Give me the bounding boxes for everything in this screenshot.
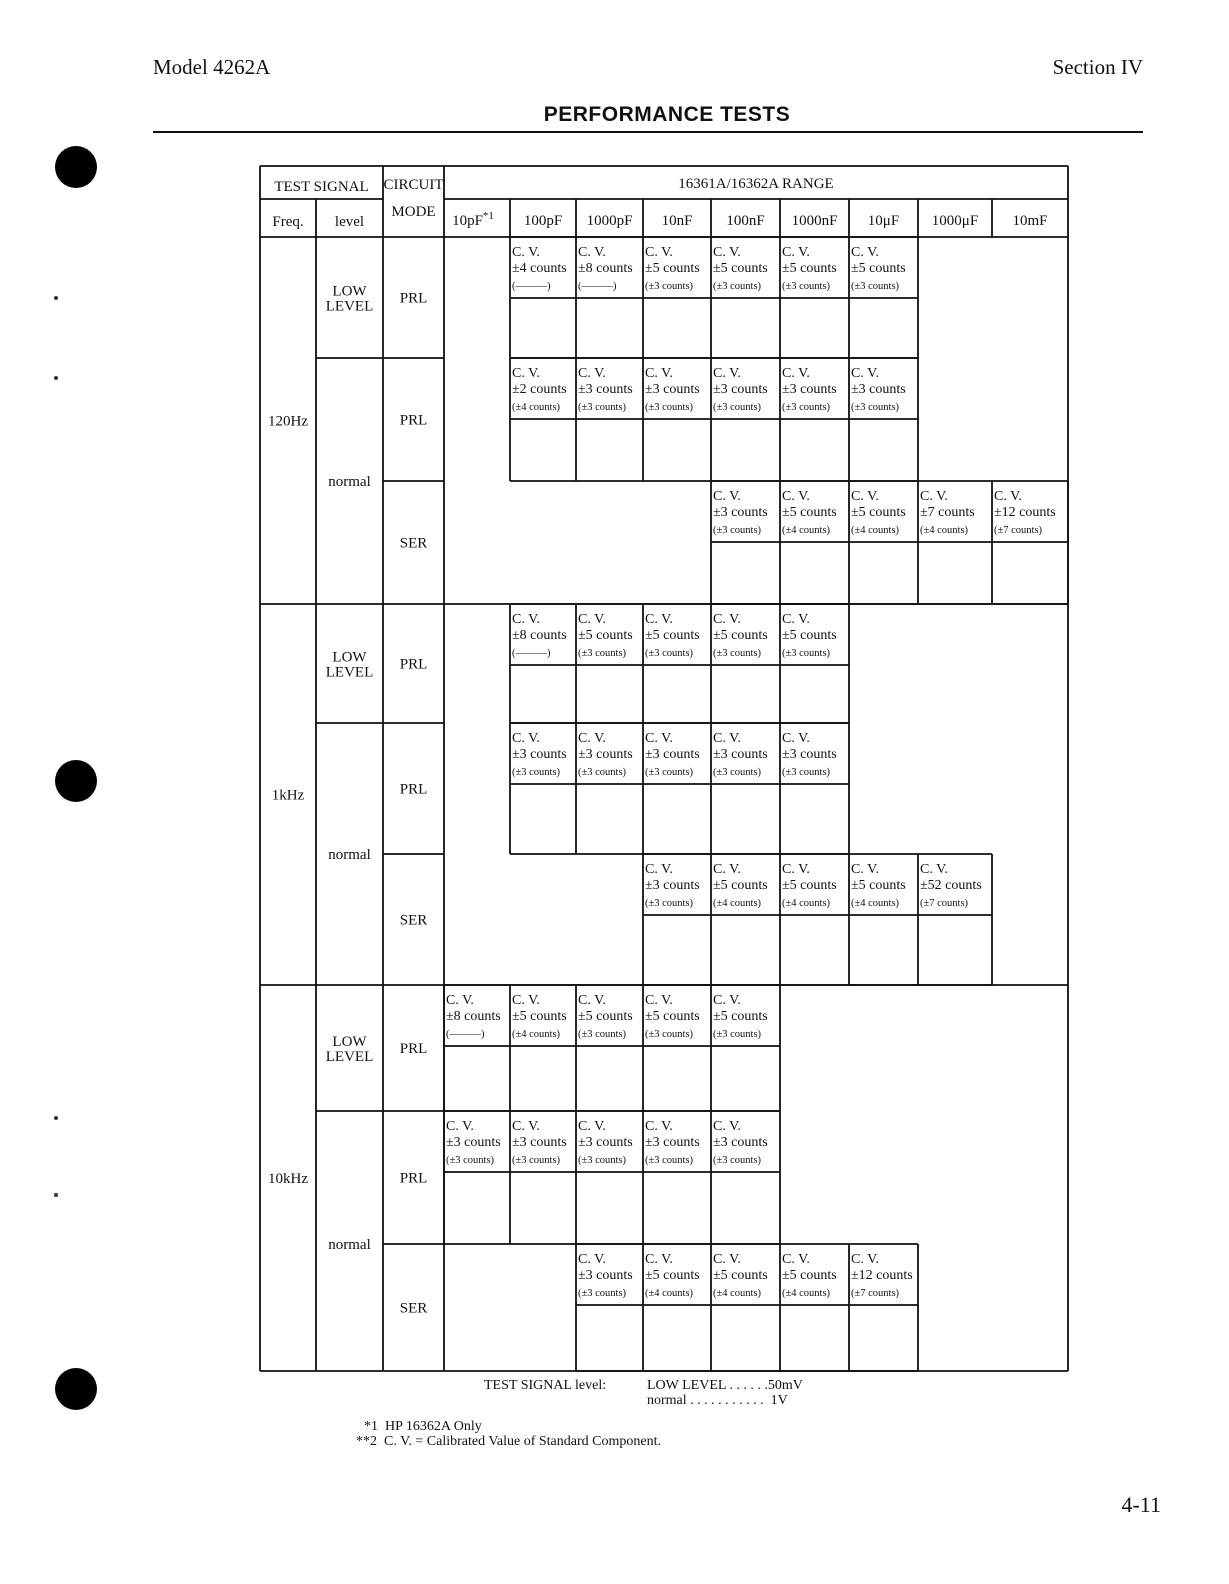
cv-label: C. V. bbox=[851, 1252, 879, 1267]
secondary-tolerance: (±3 counts) bbox=[578, 648, 627, 659]
freq-label-1kHz: 1kHz bbox=[271, 787, 305, 804]
cv-label: C. V. bbox=[645, 1119, 673, 1134]
level-low-label: LEVEL bbox=[325, 1049, 374, 1065]
tolerance-value: ±3 counts bbox=[713, 747, 768, 762]
cv-label: C. V. bbox=[578, 1252, 606, 1267]
test-signal-note-label: TEST SIGNAL level: bbox=[484, 1378, 607, 1393]
mode-label-ser: SER bbox=[399, 1300, 428, 1317]
tolerance-value: ±3 counts bbox=[645, 878, 700, 893]
tolerance-value: ±3 counts bbox=[645, 747, 700, 762]
cv-label: C. V. bbox=[920, 862, 948, 877]
freq-header: Freq. bbox=[272, 214, 304, 230]
cv-label: C. V. bbox=[713, 993, 741, 1008]
cv-label: C. V. bbox=[645, 245, 673, 260]
tolerance-value: ±5 counts bbox=[645, 1009, 700, 1024]
secondary-tolerance: (±7 counts) bbox=[851, 1288, 900, 1299]
cv-label: C. V. bbox=[645, 1252, 673, 1267]
range-title: 16361A/16362A RANGE bbox=[678, 176, 834, 192]
secondary-tolerance: (±3 counts) bbox=[512, 1155, 561, 1166]
test-signal-header: TEST SIGNAL bbox=[274, 179, 369, 195]
level-low-label: LEVEL bbox=[325, 298, 374, 315]
cv-label: C. V. bbox=[920, 489, 948, 504]
secondary-tolerance: (±3 counts) bbox=[851, 281, 900, 292]
tolerance-value: ±5 counts bbox=[782, 261, 837, 276]
secondary-tolerance: (±3 counts) bbox=[645, 1029, 694, 1040]
secondary-tolerance: (±7 counts) bbox=[994, 525, 1043, 536]
cv-label: C. V. bbox=[713, 489, 741, 504]
tolerance-value: ±5 counts bbox=[713, 1268, 768, 1283]
secondary-tolerance: (———) bbox=[446, 1029, 485, 1040]
tolerance-value: ±5 counts bbox=[645, 628, 700, 643]
mode-label-ser: SER bbox=[399, 535, 428, 552]
cv-label: C. V. bbox=[578, 366, 606, 381]
cv-label: C. V. bbox=[645, 612, 673, 627]
freq-label-10kHz: 10kHz bbox=[268, 1171, 308, 1187]
cv-label: C. V. bbox=[782, 862, 810, 877]
tolerance-value: ±5 counts bbox=[782, 505, 837, 520]
tolerance-value: ±8 counts bbox=[512, 628, 567, 643]
secondary-tolerance: (±4 counts) bbox=[713, 898, 762, 909]
level-low-label: LOW bbox=[332, 649, 367, 666]
mode-label-prl: PRL bbox=[399, 1041, 428, 1057]
cv-label: C. V. bbox=[782, 1252, 810, 1267]
secondary-tolerance: (±3 counts) bbox=[512, 767, 561, 778]
footnote-1: *1 HP 16362A Only bbox=[364, 1419, 482, 1434]
tolerance-value: ±4 counts bbox=[512, 261, 567, 276]
tolerance-value: ±7 counts bbox=[920, 505, 975, 520]
tolerance-value: ±5 counts bbox=[713, 878, 768, 893]
mode-label-prl: PRL bbox=[399, 781, 428, 798]
tolerance-value: ±5 counts bbox=[713, 261, 768, 276]
secondary-tolerance: (±3 counts) bbox=[645, 767, 694, 778]
secondary-tolerance: (±3 counts) bbox=[645, 1155, 694, 1166]
secondary-tolerance: (±3 counts) bbox=[782, 281, 831, 292]
secondary-tolerance: (±4 counts) bbox=[713, 1288, 762, 1299]
cv-label: C. V. bbox=[578, 612, 606, 627]
mode-label-prl: PRL bbox=[399, 412, 428, 429]
secondary-tolerance: (±3 counts) bbox=[782, 648, 831, 659]
cv-label: C. V. bbox=[782, 245, 810, 260]
secondary-tolerance: (———) bbox=[512, 648, 551, 659]
secondary-tolerance: (±3 counts) bbox=[645, 402, 694, 413]
tolerance-value: ±3 counts bbox=[578, 1135, 633, 1150]
range-header-2: 1000pF bbox=[586, 213, 633, 229]
tolerance-value: ±5 counts bbox=[851, 505, 906, 520]
tolerance-value: ±5 counts bbox=[782, 1268, 837, 1283]
tolerance-value: ±12 counts bbox=[994, 505, 1056, 520]
secondary-tolerance: (±3 counts) bbox=[713, 525, 762, 536]
cv-label: C. V. bbox=[713, 1119, 741, 1134]
secondary-tolerance: (±7 counts) bbox=[920, 898, 969, 909]
mode-label-prl: PRL bbox=[399, 290, 428, 307]
tolerance-value: ±5 counts bbox=[713, 628, 768, 643]
cv-label: C. V. bbox=[645, 366, 673, 381]
secondary-tolerance: (±3 counts) bbox=[713, 767, 762, 778]
level-low-label: LEVEL bbox=[325, 664, 374, 681]
level-normal-label: normal bbox=[328, 474, 371, 490]
tolerance-value: ±5 counts bbox=[782, 878, 837, 893]
freq-label-120Hz: 120Hz bbox=[268, 413, 308, 430]
tolerance-value: ±3 counts bbox=[713, 382, 768, 397]
tolerance-value: ±3 counts bbox=[512, 747, 567, 762]
tolerance-value: ±3 counts bbox=[512, 1135, 567, 1150]
secondary-tolerance: (±4 counts) bbox=[782, 898, 831, 909]
secondary-tolerance: (±3 counts) bbox=[446, 1155, 495, 1166]
range-header-3: 10nF bbox=[661, 213, 693, 229]
level-low-label: LOW bbox=[332, 283, 367, 300]
tolerance-value: ±5 counts bbox=[713, 1009, 768, 1024]
range-header-0: $10pF^{*1}$ bbox=[452, 210, 494, 229]
mode-header: MODE bbox=[391, 204, 436, 220]
cv-label: C. V. bbox=[782, 612, 810, 627]
tolerance-value: ±5 counts bbox=[512, 1009, 567, 1024]
tolerance-value: ±5 counts bbox=[578, 628, 633, 643]
cv-label: C. V. bbox=[645, 731, 673, 746]
secondary-tolerance: (±4 counts) bbox=[512, 402, 561, 413]
range-header-8: 10mF bbox=[1012, 213, 1048, 229]
cv-label: C. V. bbox=[578, 1119, 606, 1134]
tolerance-value: ±3 counts bbox=[851, 382, 906, 397]
secondary-tolerance: (±3 counts) bbox=[578, 402, 627, 413]
secondary-tolerance: (±3 counts) bbox=[578, 1155, 627, 1166]
secondary-tolerance: (±3 counts) bbox=[782, 767, 831, 778]
tolerance-value: ±3 counts bbox=[446, 1135, 501, 1150]
tolerance-value: ±12 counts bbox=[851, 1268, 913, 1283]
footnote-2: **2 C. V. = Calibrated Value of Standard Component. bbox=[356, 1434, 661, 1449]
level-normal-label: normal bbox=[328, 847, 371, 863]
secondary-tolerance: (±3 counts) bbox=[713, 1155, 762, 1166]
secondary-tolerance: (±4 counts) bbox=[851, 525, 900, 536]
tolerance-value: ±5 counts bbox=[851, 261, 906, 276]
range-header-7: 1000μF bbox=[931, 213, 979, 229]
secondary-tolerance: (±3 counts) bbox=[578, 1288, 627, 1299]
tolerance-value: ±3 counts bbox=[713, 505, 768, 520]
secondary-tolerance: (±3 counts) bbox=[578, 767, 627, 778]
secondary-tolerance: (———) bbox=[512, 281, 551, 292]
range-header-4: 100nF bbox=[726, 213, 765, 229]
normal-level-note: normal . . . . . . . . . . . 1V bbox=[647, 1393, 788, 1408]
cv-label: C. V. bbox=[446, 1119, 474, 1134]
cv-label: C. V. bbox=[512, 245, 540, 260]
mode-label-prl: PRL bbox=[399, 656, 428, 673]
tolerance-value: ±3 counts bbox=[645, 1135, 700, 1150]
cv-label: C. V. bbox=[578, 993, 606, 1008]
cv-label: C. V. bbox=[512, 731, 540, 746]
secondary-tolerance: (±4 counts) bbox=[512, 1029, 561, 1040]
page-title: PERFORMANCE TESTS bbox=[543, 103, 791, 126]
tolerance-value: ±5 counts bbox=[578, 1009, 633, 1024]
secondary-tolerance: (±3 counts) bbox=[782, 402, 831, 413]
tolerance-value: ±5 counts bbox=[782, 628, 837, 643]
secondary-tolerance: (±3 counts) bbox=[713, 281, 762, 292]
secondary-tolerance: (±3 counts) bbox=[645, 898, 694, 909]
secondary-tolerance: (±3 counts) bbox=[713, 648, 762, 659]
mode-label-ser: SER bbox=[399, 912, 428, 929]
cv-label: C. V. bbox=[713, 1252, 741, 1267]
level-normal-label: normal bbox=[328, 1237, 371, 1253]
secondary-tolerance: (±4 counts) bbox=[920, 525, 969, 536]
page-number: 4-11 bbox=[1121, 1492, 1161, 1517]
cv-label: C. V. bbox=[512, 993, 540, 1008]
range-header-5: 1000nF bbox=[791, 213, 838, 229]
cv-label: C. V. bbox=[782, 731, 810, 746]
secondary-tolerance: (———) bbox=[578, 281, 617, 292]
cv-label: C. V. bbox=[851, 245, 879, 260]
cv-label: C. V. bbox=[713, 612, 741, 627]
secondary-tolerance: (±3 counts) bbox=[578, 1029, 627, 1040]
secondary-tolerance: (±3 counts) bbox=[645, 648, 694, 659]
range-header-1: 100pF bbox=[523, 213, 563, 229]
cv-label: C. V. bbox=[512, 366, 540, 381]
low-level-note: LOW LEVEL . . . . . .50mV bbox=[647, 1378, 803, 1393]
tolerance-value: ±3 counts bbox=[578, 747, 633, 762]
tolerance-value: ±5 counts bbox=[645, 261, 700, 276]
tolerance-value: ±8 counts bbox=[578, 261, 633, 276]
tolerance-value: ±5 counts bbox=[851, 878, 906, 893]
cv-label: C. V. bbox=[578, 731, 606, 746]
secondary-tolerance: (±3 counts) bbox=[713, 402, 762, 413]
secondary-tolerance: (±4 counts) bbox=[851, 898, 900, 909]
secondary-tolerance: (±3 counts) bbox=[645, 281, 694, 292]
circuit-header: CIRCUIT bbox=[383, 177, 444, 193]
cv-label: C. V. bbox=[645, 862, 673, 877]
level-header: level bbox=[334, 214, 365, 230]
tolerance-value: ±3 counts bbox=[578, 382, 633, 397]
cv-label: C. V. bbox=[446, 993, 474, 1008]
cv-label: C. V. bbox=[851, 862, 879, 877]
cv-label: C. V. bbox=[512, 1119, 540, 1134]
cv-label: C. V. bbox=[851, 366, 879, 381]
tolerance-value: ±3 counts bbox=[578, 1268, 633, 1283]
tolerance-value: ±3 counts bbox=[713, 1135, 768, 1150]
cv-label: C. V. bbox=[512, 612, 540, 627]
tolerance-value: ±8 counts bbox=[446, 1009, 501, 1024]
cv-label: C. V. bbox=[782, 366, 810, 381]
tolerance-value: ±52 counts bbox=[920, 878, 982, 893]
section-label: Section IV bbox=[1052, 55, 1143, 79]
cv-label: C. V. bbox=[851, 489, 879, 504]
tolerance-value: ±5 counts bbox=[645, 1268, 700, 1283]
secondary-tolerance: (±4 counts) bbox=[782, 1288, 831, 1299]
cv-label: C. V. bbox=[578, 245, 606, 260]
secondary-tolerance: (±3 counts) bbox=[713, 1029, 762, 1040]
mode-label-prl: PRL bbox=[399, 1170, 428, 1187]
cv-label: C. V. bbox=[713, 366, 741, 381]
level-low-label: LOW bbox=[332, 1034, 367, 1050]
cv-label: C. V. bbox=[782, 489, 810, 504]
cv-label: C. V. bbox=[713, 731, 741, 746]
tolerance-value: ±3 counts bbox=[782, 382, 837, 397]
tolerance-value: ±3 counts bbox=[782, 747, 837, 762]
range-header-6: 10μF bbox=[867, 213, 900, 229]
model-number: Model 4262A bbox=[153, 55, 271, 79]
secondary-tolerance: (±4 counts) bbox=[782, 525, 831, 536]
cv-label: C. V. bbox=[994, 489, 1022, 504]
cv-label: C. V. bbox=[645, 993, 673, 1008]
tolerance-value: ±3 counts bbox=[645, 382, 700, 397]
secondary-tolerance: (±4 counts) bbox=[645, 1288, 694, 1299]
cv-label: C. V. bbox=[713, 245, 741, 260]
cv-label: C. V. bbox=[713, 862, 741, 877]
tolerance-value: ±2 counts bbox=[512, 382, 567, 397]
secondary-tolerance: (±3 counts) bbox=[851, 402, 900, 413]
